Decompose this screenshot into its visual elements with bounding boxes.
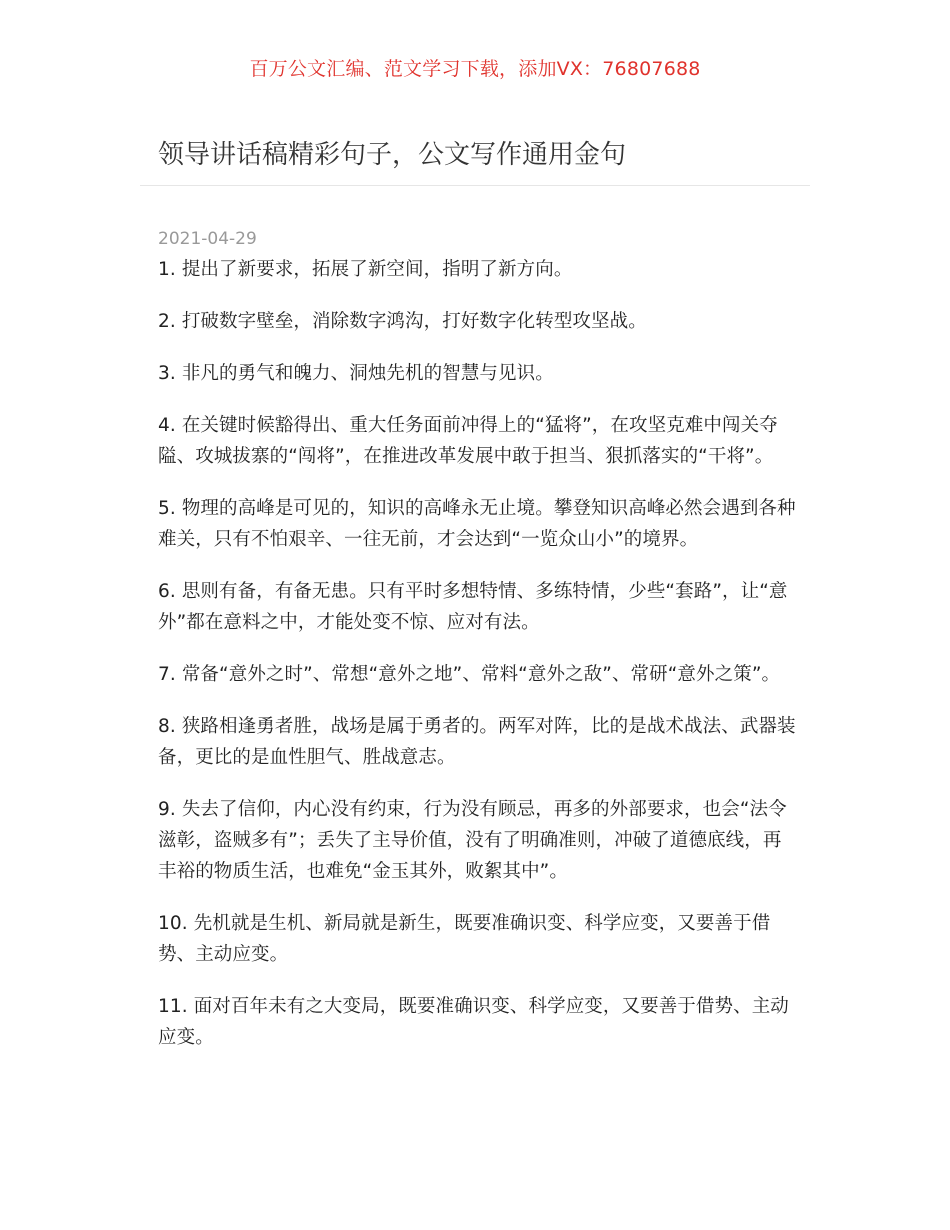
promo-banner: 百万公文汇编、范文学习下载，添加VX：76807688 xyxy=(249,58,701,80)
quote-item: 11. 面对百年未有之大变局，既要准确识变、科学应变，又要善于借势、主动应变。 xyxy=(158,996,789,1048)
quote-item: 5. 物理的高峰是可见的，知识的高峰永无止境。攀登知识高峰必然会遇到各种难关，只有不怕艰辛、一往无前，才会达到“一览众山小”的境界。 xyxy=(158,498,796,550)
quote-item: 8. 狭路相逢勇者胜，战场是属于勇者的。两军对阵，比的是战术战法、武器装备，更比的是血性胆气、胜战意志。 xyxy=(158,716,796,768)
quote-item: 10. 先机就是生机、新局就是新生，既要准确识变、科学应变，又要善于借势、主动应变。 xyxy=(158,913,771,965)
quote-item: 7. 常备“意外之时”、常想“意外之地”、常料“意外之敌”、常研“意外之策”。 xyxy=(158,664,781,685)
quote-item: 6. 思则有备，有备无患。只有平时多想特情、多练特情，少些“套路”，让“意外”都在意料之中，才能处变不惊、应对有法。 xyxy=(158,581,788,633)
publish-date: 2021-04-29 xyxy=(158,229,257,249)
title-divider xyxy=(140,185,810,186)
quote-item: 4. 在关键时候豁得出、重大任务面前冲得上的“猛将”，在攻坚克难中闯关夺隘、攻城拔寨的“闯将”，在推进改革发展中敢于担当、狠抓落实的“干将”。 xyxy=(158,415,778,467)
quote-item: 1. 提出了新要求，拓展了新空间，指明了新方向。 xyxy=(158,259,573,280)
quote-list xyxy=(158,254,798,1074)
quote-item: 9. 失去了信仰，内心没有约束，行为没有顾忌，再多的外部要求，也会“法令滋彰，盗贼多有”；丢失了主导价值，没有了明确准则，冲破了道德底线，再丰裕的物质生活，也难免“金玉其外，败絮其中”。 xyxy=(158,799,787,882)
quote-item: 3. 非凡的勇气和魄力、洞烛先机的智慧与见识。 xyxy=(158,363,554,384)
quote-item: 2. 打破数字壁垒，消除数字鸿沟，打好数字化转型攻坚战。 xyxy=(158,311,647,332)
article-title: 领导讲话稿精彩句子，公文写作通用金句 xyxy=(158,140,627,170)
